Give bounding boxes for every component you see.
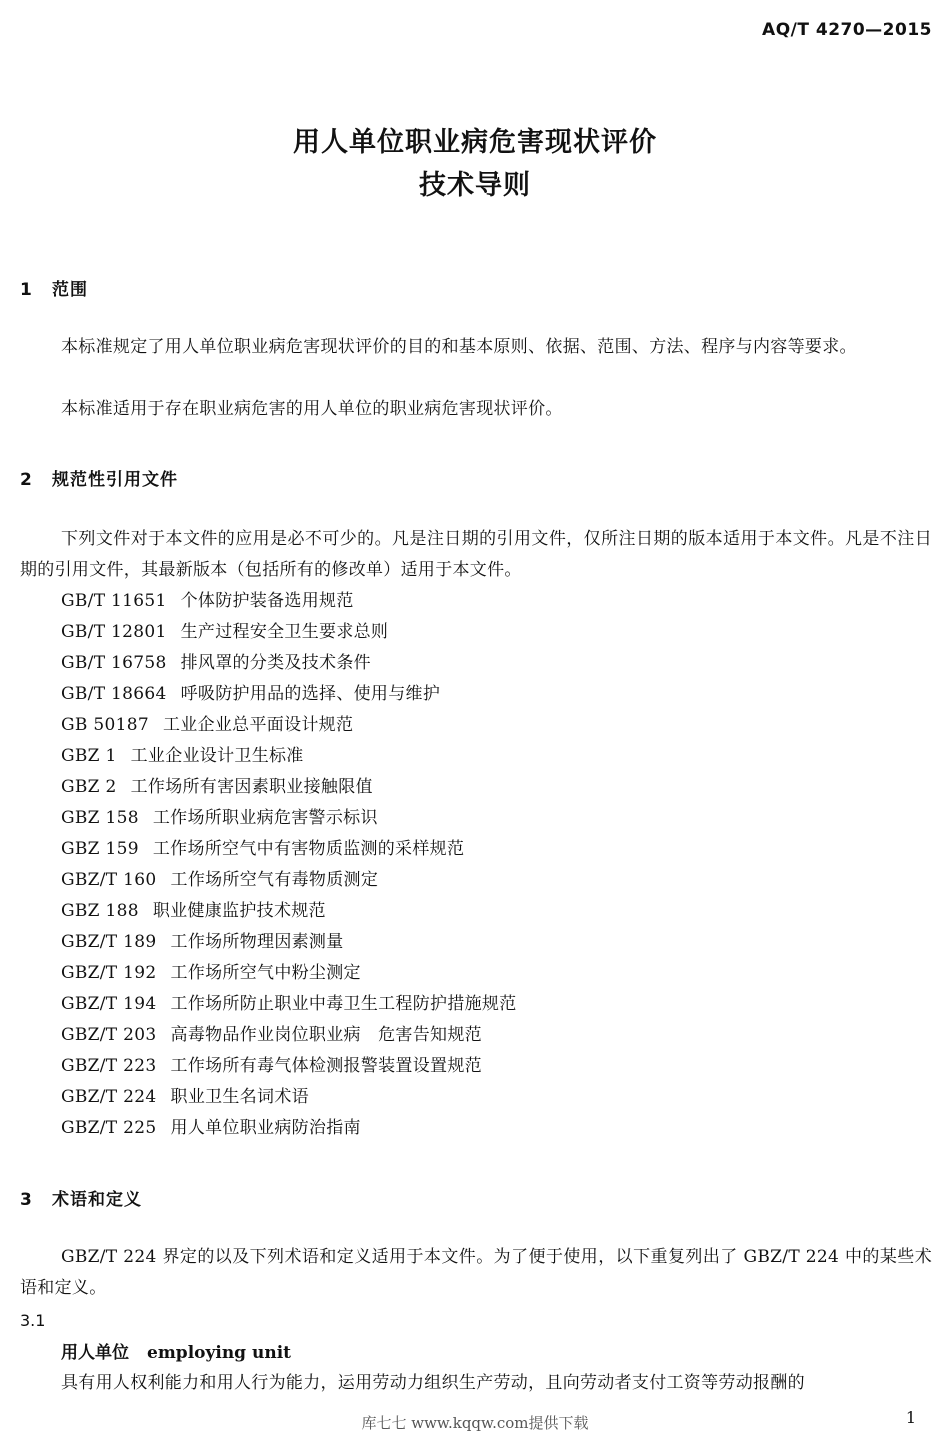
- section2-heading: [20, 465, 178, 490]
- reference-item: [61, 803, 517, 834]
- reference-code: GBZ 158: [61, 808, 139, 828]
- section1-number: 1: [20, 280, 33, 300]
- reference-code: GBZ/T 203: [61, 1025, 157, 1045]
- reference-code: GB/T 18664: [61, 684, 167, 704]
- reference-title: 职业卫生名词术语: [170, 1087, 309, 1107]
- reference-title: 工作场所物理因素测量: [170, 932, 344, 952]
- reference-code: GBZ 159: [61, 839, 139, 859]
- reference-title: 工业企业总平面设计规范: [162, 715, 354, 735]
- term-definition: 具有用人权利能力和用人行为能力，运用劳动力组织生产劳动，且向劳动者支付工资等劳动报酬的: [61, 1373, 805, 1393]
- reference-code: GBZ/T 224: [61, 1087, 157, 1107]
- reference-title: 呼吸防护用品的选择、使用与维护: [180, 684, 441, 704]
- section2-number: 2: [20, 470, 33, 490]
- reference-code: GBZ/T 223: [61, 1056, 157, 1076]
- reference-title: 工作场所空气中粉尘测定: [170, 963, 361, 983]
- section1-title: 范围: [52, 280, 88, 300]
- section3-intro: GBZ/T 224 界定的以及下列术语和定义适用于本文件。为了便于使用，以下重复列出了 GBZ/T 224 中的某些术语和定义。: [20, 1247, 932, 1298]
- reference-item: [61, 586, 517, 617]
- document-title-line2: 技术导则: [419, 170, 531, 201]
- term-entry: [61, 1338, 291, 1369]
- reference-item: [61, 648, 517, 679]
- document-title-line1: 用人单位职业病危害现状评价: [293, 127, 657, 158]
- reference-code: GB 50187: [61, 715, 149, 735]
- reference-title: 工作场所有害因素职业接触限值: [130, 777, 373, 797]
- section1-heading: [20, 275, 88, 300]
- reference-item: [61, 834, 517, 865]
- reference-item: [61, 927, 517, 958]
- reference-item: [61, 1082, 517, 1113]
- page-number: 1: [905, 1408, 916, 1427]
- reference-list: [61, 586, 517, 1144]
- reference-title: 职业健康监护技术规范: [152, 901, 326, 921]
- term-english: employing unit: [147, 1343, 292, 1363]
- reference-code: GB/T 16758: [61, 653, 167, 673]
- section1-paragraph-1: 本标准规定了用人单位职业病危害现状评价的目的和基本原则、依据、范围、方法、程序与内容等要求。: [61, 337, 857, 357]
- subsection-number: 3.1: [20, 1311, 46, 1330]
- section3-heading: [20, 1185, 142, 1210]
- reference-code: GB/T 12801: [61, 622, 167, 642]
- reference-code: GBZ/T 189: [61, 932, 157, 952]
- reference-code: GBZ 1: [61, 746, 117, 766]
- term-chinese: 用人单位: [61, 1343, 129, 1363]
- reference-code: GBZ 188: [61, 901, 139, 921]
- reference-item: [61, 896, 517, 927]
- reference-title: 生产过程安全卫生要求总则: [180, 622, 389, 642]
- reference-code: GBZ/T 194: [61, 994, 157, 1014]
- reference-item: [61, 772, 517, 803]
- reference-item: [61, 1051, 517, 1082]
- reference-item: [61, 1113, 517, 1144]
- section1-paragraph-2: 本标准适用于存在职业病危害的用人单位的职业病危害现状评价。: [61, 399, 563, 419]
- reference-code: GBZ/T 225: [61, 1118, 157, 1138]
- section2-title: 规范性引用文件: [52, 470, 178, 490]
- reference-title: 个体防护装备选用规范: [180, 591, 354, 611]
- reference-title: 工业企业设计卫生标准: [130, 746, 304, 766]
- reference-item: [61, 741, 517, 772]
- reference-code: GB/T 11651: [61, 591, 167, 611]
- reference-code: GBZ/T 192: [61, 963, 157, 983]
- reference-title: 排风罩的分类及技术条件: [180, 653, 371, 673]
- reference-title: 工作场所空气有毒物质测定: [170, 870, 379, 890]
- reference-title: 用人单位职业病防治指南: [170, 1118, 361, 1138]
- reference-item: [61, 958, 517, 989]
- reference-item: [61, 679, 517, 710]
- reference-code: GBZ 2: [61, 777, 117, 797]
- reference-item: [61, 989, 517, 1020]
- reference-title: 工作场所空气中有害物质监测的采样规范: [152, 839, 465, 859]
- reference-item: [61, 865, 517, 896]
- reference-title: 工作场所有毒气体检测报警装置设置规范: [170, 1056, 482, 1076]
- reference-title: 高毒物品作业岗位职业病 危害告知规范: [170, 1025, 482, 1045]
- standard-code: AQ/T 4270—2015: [762, 20, 932, 40]
- section3-title: 术语和定义: [52, 1190, 142, 1210]
- section3-number: 3: [20, 1190, 33, 1210]
- reference-item: [61, 710, 517, 741]
- footer-watermark: 库七七 www.kqqw.com提供下载: [361, 1414, 589, 1432]
- reference-code: GBZ/T 160: [61, 870, 157, 890]
- section2-intro: 下列文件对于本文件的应用是必不可少的。凡是注日期的引用文件，仅所注日期的版本适用于本文件。凡是不注日期的引用文件，其最新版本（包括所有的修改单）适用于本文件。: [20, 529, 932, 580]
- reference-title: 工作场所职业病危害警示标识: [152, 808, 378, 828]
- reference-title: 工作场所防止职业中毒卫生工程防护措施规范: [170, 994, 517, 1014]
- reference-item: [61, 1020, 517, 1051]
- reference-item: [61, 617, 517, 648]
